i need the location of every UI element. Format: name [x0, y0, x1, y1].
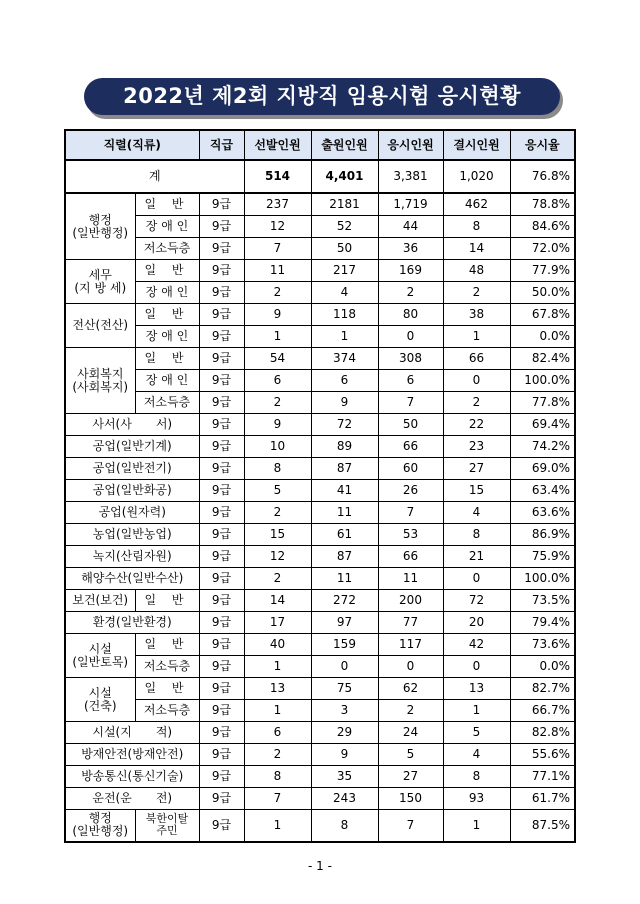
- selected-cell: 2: [244, 502, 311, 524]
- absent-cell: 0: [443, 370, 510, 392]
- rate-cell: 69.4%: [510, 414, 575, 436]
- rate-cell: 77.1%: [510, 766, 575, 788]
- selected-cell: 8: [244, 766, 311, 788]
- selected-cell: 7: [244, 238, 311, 260]
- rate-cell: 55.6%: [510, 744, 575, 766]
- applied-cell: 41: [311, 480, 378, 502]
- total-label: 계: [65, 160, 244, 193]
- subcategory-label: 장 애 인: [135, 216, 199, 238]
- category-label: 보건(보건): [65, 590, 135, 612]
- applied-cell: 11: [311, 568, 378, 590]
- attended-cell: 27: [378, 766, 443, 788]
- table-row: [65, 634, 575, 656]
- grade-cell: 9급: [199, 546, 244, 568]
- table-row: [65, 193, 575, 216]
- table-row: [65, 216, 575, 238]
- applied-cell: 52: [311, 216, 378, 238]
- attended-cell: 117: [378, 634, 443, 656]
- attended-cell: 2: [378, 700, 443, 722]
- table-row: [65, 414, 575, 436]
- absent-cell: 15: [443, 480, 510, 502]
- absent-cell: 38: [443, 304, 510, 326]
- absent-cell: 20: [443, 612, 510, 634]
- rate-cell: 77.9%: [510, 260, 575, 282]
- absent-cell: 72: [443, 590, 510, 612]
- subcategory-label: 일 반: [135, 590, 199, 612]
- table-row: [65, 744, 575, 766]
- category-label: 공업(일반화공): [65, 480, 199, 502]
- grade-cell: 9급: [199, 590, 244, 612]
- subcategory-label: 저소득층: [135, 392, 199, 414]
- category-label: 세무 (지 방 세): [65, 260, 135, 304]
- applied-cell: 9: [311, 392, 378, 414]
- selected-cell: 237: [244, 193, 311, 216]
- absent-cell: 22: [443, 414, 510, 436]
- category-label: 녹지(산림자원): [65, 546, 199, 568]
- rate-cell: 82.8%: [510, 722, 575, 744]
- grade-cell: 9급: [199, 216, 244, 238]
- rate-cell: 73.5%: [510, 590, 575, 612]
- table-row: [65, 546, 575, 568]
- category-label: 행정 (일반행정): [65, 810, 135, 842]
- rate-cell: 72.0%: [510, 238, 575, 260]
- selected-cell: 54: [244, 348, 311, 370]
- total-attended: 3,381: [378, 160, 443, 193]
- absent-cell: 14: [443, 238, 510, 260]
- category-label: 시설(지 적): [65, 722, 199, 744]
- header-cell: 선발인원: [244, 130, 311, 160]
- subcategory-label: 일 반: [135, 193, 199, 216]
- header-cell: 결시인원: [443, 130, 510, 160]
- subcategory-label: 장 애 인: [135, 282, 199, 304]
- applied-cell: 3: [311, 700, 378, 722]
- category-label: 농업(일반농업): [65, 524, 199, 546]
- exam-status-table: [64, 129, 576, 843]
- page-title: 2022년 제2회 지방직 임용시험 응시현황: [84, 78, 560, 115]
- table-row: [65, 392, 575, 414]
- attended-cell: 60: [378, 458, 443, 480]
- table-row: [65, 810, 575, 842]
- attended-cell: 24: [378, 722, 443, 744]
- subcategory-label: 저소득층: [135, 238, 199, 260]
- page-number: - 1 -: [308, 859, 332, 873]
- rate-cell: 78.8%: [510, 193, 575, 216]
- grade-cell: 9급: [199, 524, 244, 546]
- rate-cell: 82.7%: [510, 678, 575, 700]
- table-row: [65, 524, 575, 546]
- category-label: 운전(운 전): [65, 788, 199, 810]
- rate-cell: 74.2%: [510, 436, 575, 458]
- table-row: [65, 326, 575, 348]
- attended-cell: 36: [378, 238, 443, 260]
- attended-cell: 0: [378, 326, 443, 348]
- selected-cell: 13: [244, 678, 311, 700]
- rate-cell: 79.4%: [510, 612, 575, 634]
- attended-cell: 5: [378, 744, 443, 766]
- grade-cell: 9급: [199, 193, 244, 216]
- applied-cell: 75: [311, 678, 378, 700]
- header-cell: 직급: [199, 130, 244, 160]
- applied-cell: 8: [311, 810, 378, 842]
- selected-cell: 9: [244, 304, 311, 326]
- attended-cell: 308: [378, 348, 443, 370]
- subcategory-label: 장 애 인: [135, 326, 199, 348]
- table-row: [65, 436, 575, 458]
- absent-cell: 93: [443, 788, 510, 810]
- table-row: [65, 458, 575, 480]
- selected-cell: 1: [244, 656, 311, 678]
- grade-cell: 9급: [199, 370, 244, 392]
- table-row: [65, 260, 575, 282]
- category-label: 사회복지 (사회복지): [65, 348, 135, 414]
- absent-cell: 4: [443, 502, 510, 524]
- applied-cell: 9: [311, 744, 378, 766]
- attended-cell: 53: [378, 524, 443, 546]
- attended-cell: 26: [378, 480, 443, 502]
- attended-cell: 50: [378, 414, 443, 436]
- table-row: [65, 700, 575, 722]
- absent-cell: 2: [443, 282, 510, 304]
- attended-cell: 2: [378, 282, 443, 304]
- rate-cell: 69.0%: [510, 458, 575, 480]
- absent-cell: 2: [443, 392, 510, 414]
- grade-cell: 9급: [199, 678, 244, 700]
- selected-cell: 1: [244, 700, 311, 722]
- grade-cell: 9급: [199, 766, 244, 788]
- selected-cell: 9: [244, 414, 311, 436]
- selected-cell: 10: [244, 436, 311, 458]
- grade-cell: 9급: [199, 414, 244, 436]
- selected-cell: 7: [244, 788, 311, 810]
- selected-cell: 17: [244, 612, 311, 634]
- table-row: [65, 590, 575, 612]
- attended-cell: 150: [378, 788, 443, 810]
- selected-cell: 8: [244, 458, 311, 480]
- subcategory-label: 일 반: [135, 348, 199, 370]
- absent-cell: 5: [443, 722, 510, 744]
- grade-cell: 9급: [199, 722, 244, 744]
- rate-cell: 87.5%: [510, 810, 575, 842]
- attended-cell: 66: [378, 546, 443, 568]
- applied-cell: 2181: [311, 193, 378, 216]
- selected-cell: 15: [244, 524, 311, 546]
- absent-cell: 1: [443, 810, 510, 842]
- applied-cell: 61: [311, 524, 378, 546]
- attended-cell: 6: [378, 370, 443, 392]
- rate-cell: 66.7%: [510, 700, 575, 722]
- header-cell: 응시인원: [378, 130, 443, 160]
- rate-cell: 84.6%: [510, 216, 575, 238]
- table-row: [65, 656, 575, 678]
- table-row: [65, 282, 575, 304]
- absent-cell: 8: [443, 766, 510, 788]
- grade-cell: 9급: [199, 634, 244, 656]
- rate-cell: 61.7%: [510, 788, 575, 810]
- applied-cell: 11: [311, 502, 378, 524]
- absent-cell: 8: [443, 216, 510, 238]
- attended-cell: 66: [378, 436, 443, 458]
- subcategory-label: 일 반: [135, 634, 199, 656]
- table-header-row: [65, 130, 575, 160]
- applied-cell: 97: [311, 612, 378, 634]
- category-label: 공업(일반기계): [65, 436, 199, 458]
- attended-cell: 169: [378, 260, 443, 282]
- total-rate: 76.8%: [510, 160, 575, 193]
- absent-cell: 23: [443, 436, 510, 458]
- grade-cell: 9급: [199, 700, 244, 722]
- grade-cell: 9급: [199, 788, 244, 810]
- selected-cell: 11: [244, 260, 311, 282]
- selected-cell: 2: [244, 744, 311, 766]
- rate-cell: 50.0%: [510, 282, 575, 304]
- table-row: [65, 722, 575, 744]
- applied-cell: 6: [311, 370, 378, 392]
- category-label: 시설 (건축): [65, 678, 135, 722]
- absent-cell: 13: [443, 678, 510, 700]
- attended-cell: 77: [378, 612, 443, 634]
- selected-cell: 2: [244, 568, 311, 590]
- selected-cell: 6: [244, 722, 311, 744]
- attended-cell: 44: [378, 216, 443, 238]
- rate-cell: 67.8%: [510, 304, 575, 326]
- absent-cell: 0: [443, 656, 510, 678]
- applied-cell: 72: [311, 414, 378, 436]
- grade-cell: 9급: [199, 568, 244, 590]
- grade-cell: 9급: [199, 480, 244, 502]
- category-label: 전산(전산): [65, 304, 135, 348]
- rate-cell: 75.9%: [510, 546, 575, 568]
- applied-cell: 29: [311, 722, 378, 744]
- subcategory-label: 장 애 인: [135, 370, 199, 392]
- absent-cell: 8: [443, 524, 510, 546]
- header-cell: 출원인원: [311, 130, 378, 160]
- subcategory-label: 저소득층: [135, 656, 199, 678]
- category-label: 공업(일반전기): [65, 458, 199, 480]
- attended-cell: 80: [378, 304, 443, 326]
- selected-cell: 2: [244, 392, 311, 414]
- table-row: [65, 788, 575, 810]
- rate-cell: 0.0%: [510, 656, 575, 678]
- absent-cell: 4: [443, 744, 510, 766]
- grade-cell: 9급: [199, 744, 244, 766]
- category-label: 방송통신(통신기술): [65, 766, 199, 788]
- selected-cell: 12: [244, 216, 311, 238]
- absent-cell: 21: [443, 546, 510, 568]
- category-label: 해양수산(일반수산): [65, 568, 199, 590]
- selected-cell: 14: [244, 590, 311, 612]
- table-row: [65, 678, 575, 700]
- rate-cell: 73.6%: [510, 634, 575, 656]
- applied-cell: 35: [311, 766, 378, 788]
- absent-cell: 462: [443, 193, 510, 216]
- selected-cell: 12: [244, 546, 311, 568]
- total-applied: 4,401: [311, 160, 378, 193]
- selected-cell: 6: [244, 370, 311, 392]
- table-row: [65, 612, 575, 634]
- applied-cell: 217: [311, 260, 378, 282]
- header-cell: 직렬(직류): [65, 130, 199, 160]
- table-row: [65, 238, 575, 260]
- applied-cell: 159: [311, 634, 378, 656]
- absent-cell: 48: [443, 260, 510, 282]
- selected-cell: 2: [244, 282, 311, 304]
- grade-cell: 9급: [199, 348, 244, 370]
- applied-cell: 89: [311, 436, 378, 458]
- attended-cell: 1,719: [378, 193, 443, 216]
- rate-cell: 63.6%: [510, 502, 575, 524]
- category-label: 시설 (일반토목): [65, 634, 135, 678]
- table-row: [65, 480, 575, 502]
- grade-cell: 9급: [199, 656, 244, 678]
- grade-cell: 9급: [199, 260, 244, 282]
- rate-cell: 0.0%: [510, 326, 575, 348]
- category-label: 환경(일반환경): [65, 612, 199, 634]
- absent-cell: 0: [443, 568, 510, 590]
- selected-cell: 1: [244, 810, 311, 842]
- attended-cell: 7: [378, 392, 443, 414]
- total-row: [65, 160, 575, 193]
- applied-cell: 50: [311, 238, 378, 260]
- attended-cell: 11: [378, 568, 443, 590]
- rate-cell: 86.9%: [510, 524, 575, 546]
- grade-cell: 9급: [199, 326, 244, 348]
- table-row: [65, 370, 575, 392]
- attended-cell: 7: [378, 810, 443, 842]
- selected-cell: 1: [244, 326, 311, 348]
- table-row: [65, 348, 575, 370]
- table-row: [65, 304, 575, 326]
- attended-cell: 7: [378, 502, 443, 524]
- grade-cell: 9급: [199, 304, 244, 326]
- selected-cell: 5: [244, 480, 311, 502]
- applied-cell: 1: [311, 326, 378, 348]
- absent-cell: 42: [443, 634, 510, 656]
- grade-cell: 9급: [199, 392, 244, 414]
- attended-cell: 62: [378, 678, 443, 700]
- grade-cell: 9급: [199, 436, 244, 458]
- subcategory-label: 일 반: [135, 304, 199, 326]
- category-label: 행정 (일반행정): [65, 193, 135, 260]
- total-selected: 514: [244, 160, 311, 193]
- attended-cell: 0: [378, 656, 443, 678]
- rate-cell: 100.0%: [510, 370, 575, 392]
- table-row: [65, 502, 575, 524]
- rate-cell: 82.4%: [510, 348, 575, 370]
- applied-cell: 243: [311, 788, 378, 810]
- rate-cell: 77.8%: [510, 392, 575, 414]
- category-label: 방재안전(방재안전): [65, 744, 199, 766]
- table-row: [65, 766, 575, 788]
- applied-cell: 87: [311, 546, 378, 568]
- category-label: 사서(사 서): [65, 414, 199, 436]
- applied-cell: 118: [311, 304, 378, 326]
- grade-cell: 9급: [199, 458, 244, 480]
- grade-cell: 9급: [199, 238, 244, 260]
- applied-cell: 0: [311, 656, 378, 678]
- selected-cell: 40: [244, 634, 311, 656]
- subcategory-label: 저소득층: [135, 700, 199, 722]
- applied-cell: 374: [311, 348, 378, 370]
- header-cell: 응시율: [510, 130, 575, 160]
- rate-cell: 63.4%: [510, 480, 575, 502]
- applied-cell: 272: [311, 590, 378, 612]
- grade-cell: 9급: [199, 612, 244, 634]
- absent-cell: 66: [443, 348, 510, 370]
- attended-cell: 200: [378, 590, 443, 612]
- category-label: 공업(원자력): [65, 502, 199, 524]
- subcategory-label: 일 반: [135, 678, 199, 700]
- applied-cell: 4: [311, 282, 378, 304]
- rate-cell: 100.0%: [510, 568, 575, 590]
- table-row: [65, 568, 575, 590]
- absent-cell: 1: [443, 326, 510, 348]
- absent-cell: 27: [443, 458, 510, 480]
- grade-cell: 9급: [199, 502, 244, 524]
- subcategory-label: 북한이탈 주민: [135, 810, 199, 842]
- total-absent: 1,020: [443, 160, 510, 193]
- absent-cell: 1: [443, 700, 510, 722]
- subcategory-label: 일 반: [135, 260, 199, 282]
- grade-cell: 9급: [199, 810, 244, 842]
- applied-cell: 87: [311, 458, 378, 480]
- grade-cell: 9급: [199, 282, 244, 304]
